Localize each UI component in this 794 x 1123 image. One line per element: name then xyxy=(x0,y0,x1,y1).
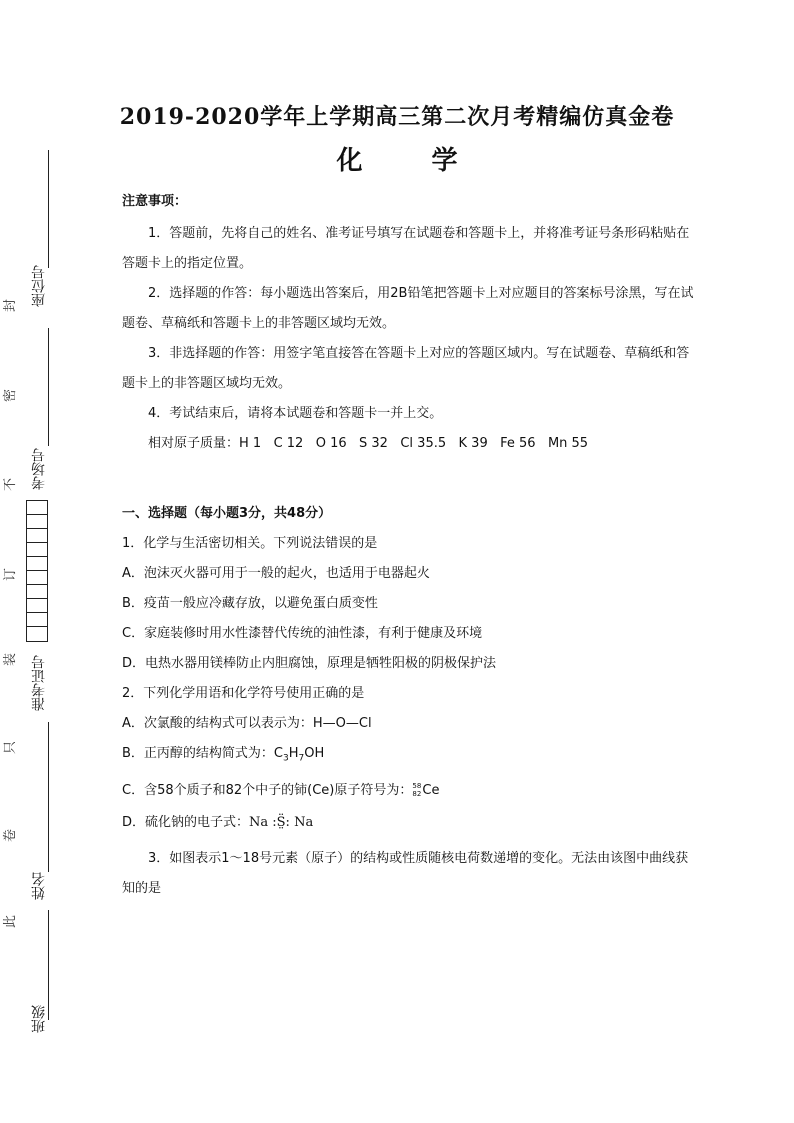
option-c xyxy=(122,774,700,808)
subscript: 7 xyxy=(298,753,305,764)
electron-formula: Na :S̤̈: Na xyxy=(249,814,314,830)
nuclide-notation xyxy=(412,780,422,800)
subscript: 3 xyxy=(283,753,289,764)
seal-char: 装 xyxy=(3,652,19,667)
notice-title: 注意事项： xyxy=(122,194,188,209)
exam-id-label: 准考证号 xyxy=(31,655,47,711)
formula-part: H xyxy=(288,746,299,761)
margin-line xyxy=(48,722,49,872)
section-title: 一、选择题（每小题3分，共48分） xyxy=(122,506,332,521)
seal-char: 此 xyxy=(3,914,19,929)
question-stem: 2．下列化学用语和化学符号使用正确的是 xyxy=(122,686,365,701)
notice-item: 1．答题前，先将自己的姓名、准考证号填写在试题卷和答题卡上，并将准考证号条形码粘贴在答题卡上的指定位置。 xyxy=(122,226,690,271)
option-b: B．疫苗一般应冷藏存放，以避免蛋白质变性 xyxy=(122,596,378,611)
notice-item: 3．非选择题的作答：用签字笔直接答在答题卡上对应的答题区域内。写在试题卷、草稿纸和答题卡上的非答题区域均无效。 xyxy=(122,346,690,391)
atomic-mass-line: 相对原子质量：H 1 C 12 O 16 S 32 Cl 35.5 K 39 Fe 56 Mn 55 xyxy=(148,436,589,451)
option-a: A．泡沫灭火器可用于一般的起火，也适用于电器起火 xyxy=(122,566,430,581)
seal-char: 订 xyxy=(3,567,19,582)
option-d-prefix: D．硫化钠的电子式： xyxy=(122,814,250,830)
notice-item: 2．选择题的作答：每小题选出答案后，用2B铅笔把答题卡上对应题目的答案标号涂黑，写在试题卷、草稿纸和答题卡上的非答题区域均无效。 xyxy=(122,286,694,331)
exam-title: 2019-2020学年上学期高三第二次月考精编仿真金卷 xyxy=(119,104,675,130)
question-stem: 3．如图表示1～18号元素（原子）的结构或性质随核电荷数递增的变化。无法由该图中曲线获知的是 xyxy=(122,850,689,896)
option-c-prefix: C．含58个质子和82个中子的铈(Ce)原子符号为： xyxy=(122,782,413,798)
question-stem: 1．化学与生活密切相关。下列说法错误的是 xyxy=(122,536,378,551)
subject-title: 化 学 xyxy=(336,146,488,176)
mass-number: 82 xyxy=(412,790,422,799)
name-label: 姓名 xyxy=(31,872,47,900)
exam-room-label: 考场号 xyxy=(31,448,47,490)
option-b xyxy=(122,739,700,774)
class-label: 班级 xyxy=(31,1005,47,1033)
seal-char: 封 xyxy=(3,298,19,313)
atomic-number: 58 xyxy=(412,782,422,791)
option-c: C．家庭装修时用水性漆替代传统的油性漆，有利于健康及环境 xyxy=(122,626,483,641)
margin-line xyxy=(48,910,49,1020)
option-d: D．电热水器用镁棒防止内胆腐蚀，原理是牺牲阳极的阴极保护法 xyxy=(122,656,497,671)
formula-part: OH xyxy=(304,746,325,761)
option-b-prefix: B．正丙醇的结构简式为：C xyxy=(122,746,283,761)
exam-content xyxy=(122,190,700,917)
seal-char: 不 xyxy=(3,477,19,492)
answer-grid xyxy=(26,500,48,642)
element-symbol: Ce xyxy=(422,782,440,798)
option-d xyxy=(122,808,700,838)
margin-line xyxy=(48,328,49,446)
seal-char: 卷 xyxy=(3,828,19,843)
notice-item: 4．考试结束后，请将本试题卷和答题卡一并上交。 xyxy=(148,406,443,421)
seat-number-label: 座位号 xyxy=(31,265,47,307)
option-a: A．次氯酸的结构式可以表示为：H—O—Cl xyxy=(122,716,372,731)
seal-char: 只 xyxy=(3,740,19,755)
seal-char: 密 xyxy=(3,388,19,403)
